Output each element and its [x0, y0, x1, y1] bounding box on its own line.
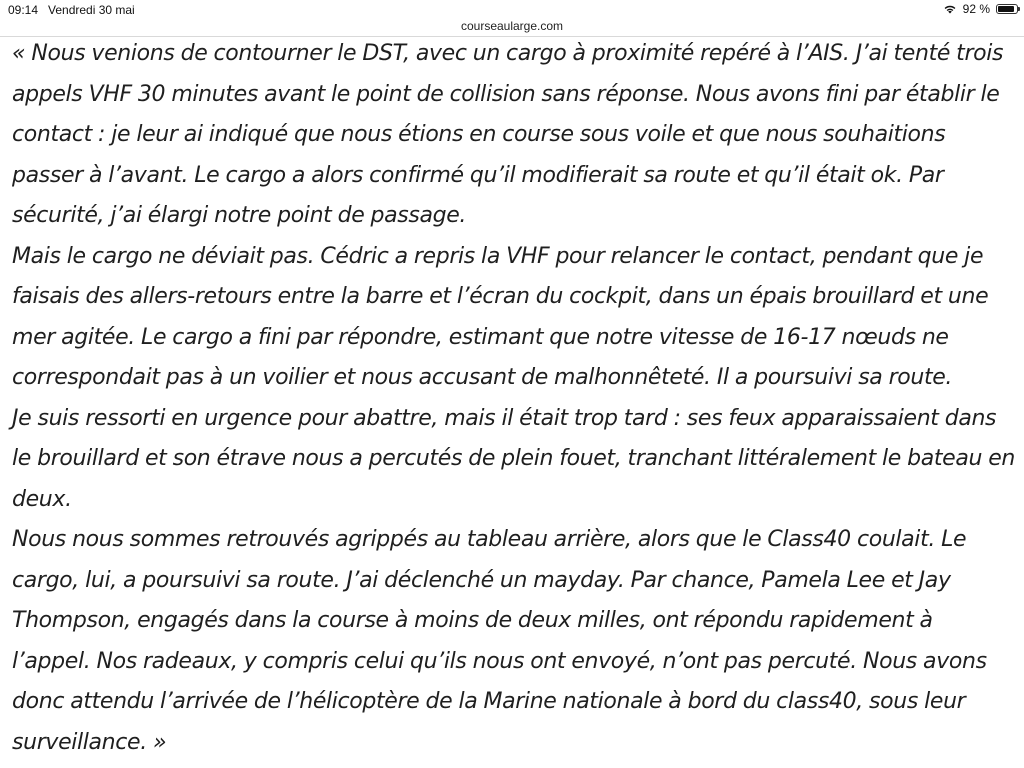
status-indicators — [943, 2, 1018, 16]
url-text[interactable]: courseaularge.com — [460, 19, 564, 33]
article-paragraph: Mais le cargo ne déviait pas. Cédric a repris la VHF pour relancer le contact, pendant que je faisais des allers-retours entre la barre et l’écran du cockpit, dans un épais brouillard et une mer agitée. Le cargo a fini par répondre, estimant que notre vitesse de 16-17 nœuds ne correspondait pas à un voilier et nous accusant de malhonnêteté. Il a poursuivi sa route. — [12, 243, 989, 390]
article-paragraph: « Nous venions de contourner le DST, avec un cargo à proximité repéré à l’AIS. J’ai tenté trois appels VHF 30 minutes avant le point de collision sans réponse. Nous avons fini par établir le contact : je leur ai indiqué que nous étions en course sous voile et que nous souhaitions passer à l’avant. Le cargo a alors confirmé qu’il modifierait sa route et qu’il était ok. Par sécurité, j’ai élargi notre point de passage. — [12, 41, 1004, 228]
battery-icon — [996, 4, 1018, 14]
article-paragraph: Nous nous sommes retrouvés agrippés au tableau arrière, alors que le Class40 coulait. Le cargo, lui, a poursuivi sa route. J’ai déclenché un mayday. Par chance, Pamela Lee et Jay Thompson, engagés dans la course à moins de deux milles, ont répondu rapidement à l’appel. Nos radeaux, y compris celui qu’ils nous ont envoyé, n’ont pas percuté. Nous avons donc attendu l’arrivée de l’hélicoptère de la Marine nationale à bord du class40, sous leur surveillance. » — [12, 527, 987, 755]
article-body — [12, 34, 1016, 763]
status-time: 09:14 — [8, 3, 39, 17]
wifi-icon — [943, 4, 957, 14]
article-paragraph: Je suis ressorti en urgence pour abattre, mais il était trop tard : ses feux apparaissaient dans le brouillard et son étrave nous a percutés de plein fouet, tranchant littéralement le bateau en deux. — [12, 405, 1015, 512]
battery-percentage: 92 % — [962, 2, 990, 16]
status-date: Vendredi 30 mai — [48, 3, 135, 17]
